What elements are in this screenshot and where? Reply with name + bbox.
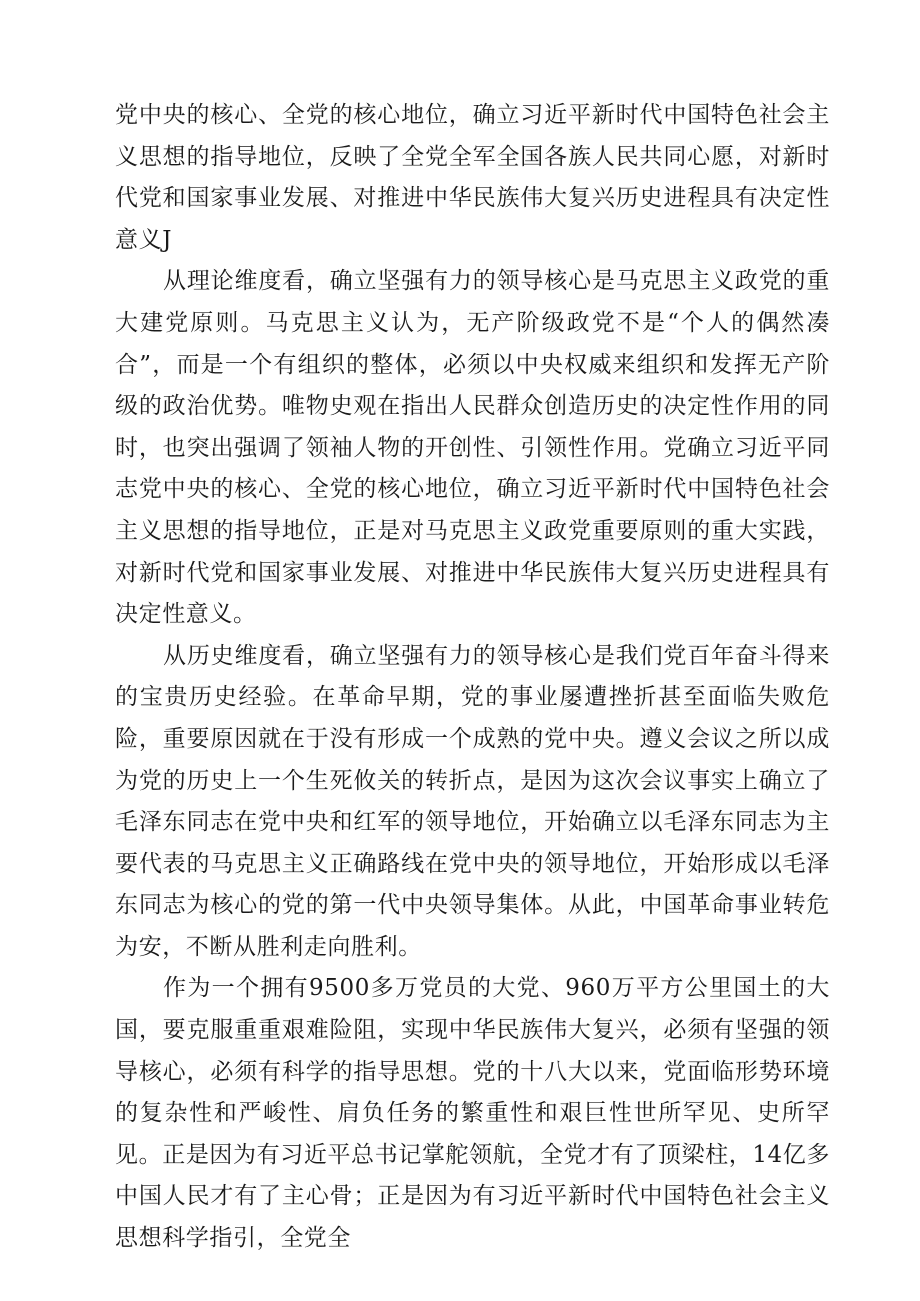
paragraph-1: 党中央的核心、全党的核心地位，确立习近平新时代中国特色社会主义思想的指导地位，反映了全党全军全国各族人民共同心愿，对新时代党和国家事业发展、对推进中华民族伟大复兴历史进程具有决定性意义J [115, 102, 830, 253]
paragraph-3: 从历史维度看，确立坚强有力的领导核心是我们党百年奋斗得来的宝贵历史经验。在革命早期，党的事业屡遭挫折甚至面临失败危险，重要原因就在于没有形成一个成熟的党中央。遵义会议之所以成为党的历史上一个生死攸关的转折点，是因为这次会议事实上确立了毛泽东同志在党中央和红军的领导地位，开始确立以毛泽东同志为主要代表的马克思主义正确路线在党中央的领导地位，开始形成以毛泽东同志为核心的党的第一代中央领导集体。从此，中国革命事业转危为安，不断从胜利走向胜利。 [115, 642, 830, 960]
paragraph-4: 作为一个拥有9500多万党员的大党、960万平方公里国土的大国，要克服重重艰难险阻，实现中华民族伟大复兴，必须有坚强的领导核心，必须有科学的指导思想。党的十八大以来，党面临形势环境的复杂性和严峻性、肩负任务的繁重性和艰巨性世所罕见、史所罕见。正是因为有习近平总书记掌舵领航，全党才有了顶梁柱，14亿多中国人民才有了主心骨；正是因为有习近平新时代中国特色社会主义思想科学指引，全党全 [115, 975, 830, 1252]
document-body [115, 95, 830, 1260]
paragraph-2: 从理论维度看，确立坚强有力的领导核心是马克思主义政党的重大建党原则。马克思主义认为，无产阶级政党不是“个人的偶然凑合”，而是一个有组织的整体，必须以中央权威来组织和发挥无产阶级的政治优势。唯物史观在指出人民群众创造历史的决定性作用的同时，也突出强调了领袖人物的开创性、引领性作用。党确立习近平同志党中央的核心、全党的核心地位，确立习近平新时代中国特色社会主义思想的指导地位，正是对马克思主义政党重要原则的重大实践，对新时代党和国家事业发展、对推进中华民族伟大复兴历史进程具有决定性意义。 [115, 268, 830, 628]
